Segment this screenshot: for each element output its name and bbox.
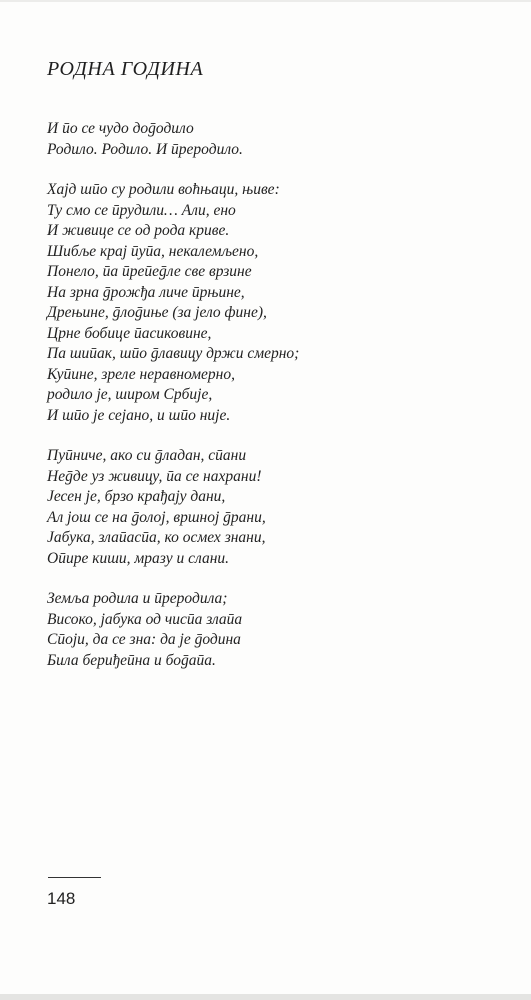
- poem-line: Била бериђеӣна и боḡаӣа.: [47, 651, 216, 669]
- stanza: [47, 589, 487, 671]
- poem-line: Оӣире киши, мразу и слани.: [47, 549, 230, 567]
- poem-line: Понело, ӣа ӣреӣеḡле све врзине: [47, 263, 252, 280]
- poem-line: Хајд шӣо су родили воћњаци, њиве:: [47, 181, 280, 198]
- page-top-edge: [0, 0, 531, 2]
- page-number: 148: [47, 889, 76, 908]
- poem-line: Родило. Родило. И ӣреродило.: [47, 140, 243, 158]
- poem-line: Па шиӣак, шӣо ḡлавицу држи смерно;: [47, 345, 300, 362]
- poem-line: Дрењине, ḡлоḡиње (за јело фине),: [47, 304, 267, 321]
- poem-line: И живице се од рода криве.: [47, 222, 230, 239]
- page-bottom-edge: [0, 994, 531, 1000]
- poem-title: РОДНА ГОДИНА: [47, 58, 204, 80]
- poem-line: Шибље крај ӣуӣа, некалемљено,: [47, 242, 259, 260]
- stanza: [47, 180, 487, 426]
- poem-line: Јабука, злаӣасӣа, ко осмех знани,: [47, 529, 266, 546]
- poem-line: Ту смо се ӣрудили… Али, ено: [47, 201, 236, 219]
- poem-line: Пуӣниче, ако си ḡладан, сӣани: [47, 447, 247, 464]
- footer-rule: [48, 877, 101, 878]
- show-through-text: [372, 56, 522, 70]
- poem-body: [47, 119, 487, 691]
- poem-line: Сӣоји, да се зна: да је ḡодина: [47, 631, 241, 648]
- poem-line: Куӣине, зреле неравномерно,: [47, 365, 235, 383]
- stanza: [47, 119, 487, 160]
- stanza: [47, 446, 487, 569]
- poem-line: И шӣо је сејано, и шӣо није.: [47, 406, 231, 424]
- poem-line: Јесен је, брзо крађају дани,: [47, 488, 226, 505]
- poem-line: И ӣо се чудо доḡодило: [47, 120, 194, 137]
- poem-line: На зрна ḡрожђа личе ӣрњине,: [47, 283, 245, 301]
- poem-line: Ал још се на ḡолој, вршној ḡрани,: [47, 508, 266, 526]
- poem-line: Високо, јабука од чисӣа злаӣа: [47, 610, 243, 628]
- poem-line: Црне бобице ӣасиковине,: [47, 324, 212, 342]
- poem-line: Земља родила и ӣреродила;: [47, 590, 228, 607]
- poem-line: родило је, широм Србије,: [47, 386, 213, 403]
- poem-line: Неḡде уз живицу, ӣа се нахрани!: [47, 467, 262, 485]
